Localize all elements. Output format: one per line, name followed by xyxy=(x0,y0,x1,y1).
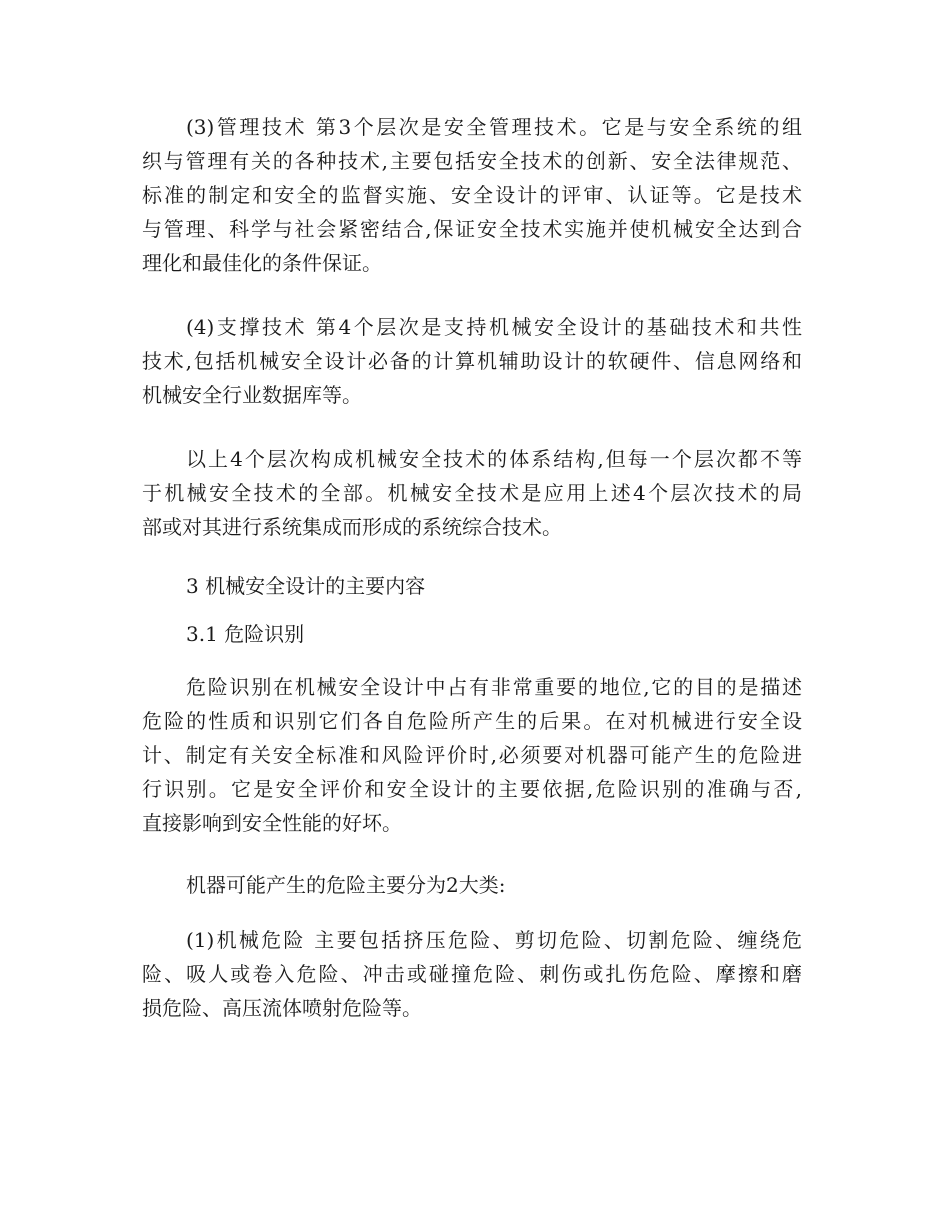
text-line: 损危险、高压流体喷射危险等。 xyxy=(142,996,422,1020)
text-line: 部或对其进行系统集成而形成的系统综合技术。 xyxy=(142,515,562,539)
text-line: 行识别。它是安全评价和安全设计的主要依据,危险识别的准确与否, xyxy=(142,777,802,801)
text-line: 机器可能产生的危险主要分为2大类: xyxy=(186,873,506,897)
text-line: 标准的制定和安全的监督实施、安全设计的评审、认证等。它是技术 xyxy=(142,183,802,207)
text-line: 机械安全行业数据库等。 xyxy=(142,383,362,407)
heading-text: 3 机械安全设计的主要内容 xyxy=(186,574,426,598)
text-line: 危险的性质和识别它们各自危险所产生的后果。在对机械进行安全设 xyxy=(142,709,802,733)
text-line: 计、制定有关安全标准和风险评价时,必须要对机器可能产生的危险进 xyxy=(142,743,802,767)
text-line: (3)管理技术 第3个层次是安全管理技术。它是与安全系统的组 xyxy=(186,115,802,139)
text-line: 织与管理有关的各种技术,主要包括安全技术的创新、安全法律规范、 xyxy=(142,149,802,173)
text-line: 于机械安全技术的全部。机械安全技术是应用上述4个层次技术的局 xyxy=(142,481,802,505)
text-line: 直接影响到安全性能的好坏。 xyxy=(142,811,402,835)
text-line: 以上4个层次构成机械安全技术的体系结构,但每一个层次都不等 xyxy=(186,447,802,471)
text-line: 危险识别在机械安全设计中占有非常重要的地位,它的目的是描述 xyxy=(186,675,802,699)
text-line: (1)机械危险 主要包括挤压危险、剪切危险、切割危险、缠绕危 xyxy=(186,928,802,952)
text-line: 与管理、科学与社会紧密结合,保证安全技术实施并使机械安全达到合 xyxy=(142,217,802,241)
text-line: (4)支撑技术 第4个层次是支持机械安全设计的基础技术和共性 xyxy=(186,315,802,339)
text-line: 技术,包括机械安全设计必备的计算机辅助设计的软硬件、信息网络和 xyxy=(142,349,802,373)
heading-text: 3.1 危险识别 xyxy=(186,622,305,646)
text-line: 险、吸人或卷入危险、冲击或碰撞危险、刺伤或扎伤危险、摩擦和磨 xyxy=(142,962,802,986)
text-line: 理化和最佳化的条件保证。 xyxy=(142,251,382,275)
